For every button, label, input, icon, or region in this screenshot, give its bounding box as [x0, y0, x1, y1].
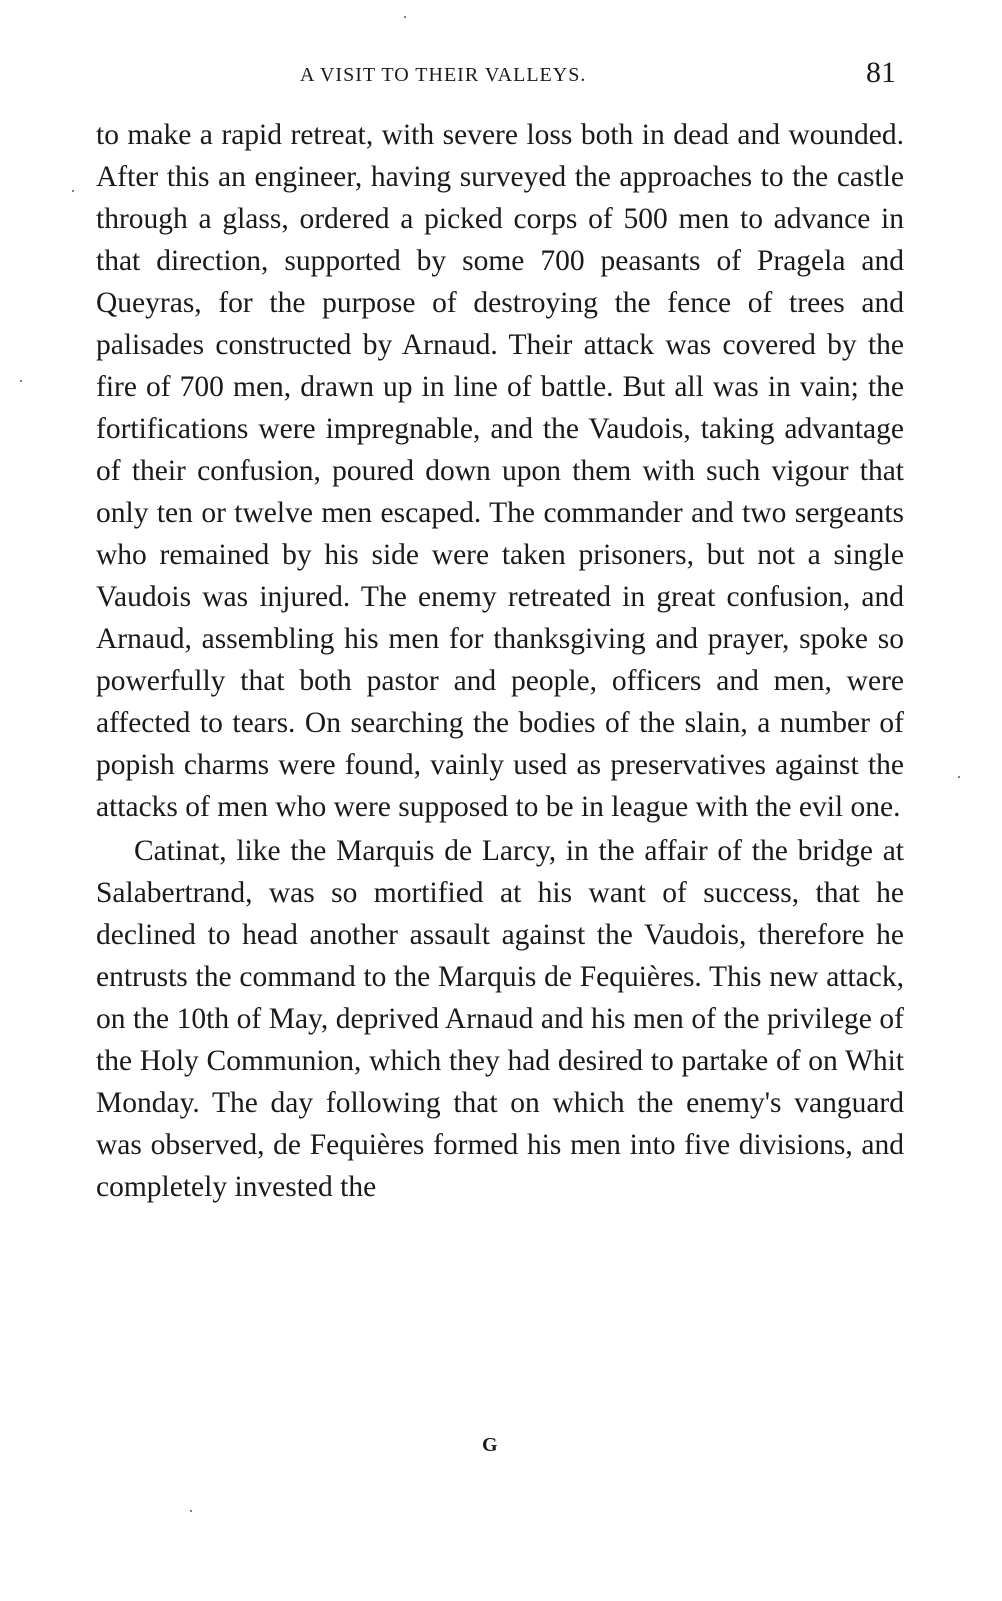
paragraph-continued: to make a rapid retreat, with severe loss both in dead and wounded. After this an engineer, having surveyed the approaches to the castle through a glass, ordered a picked corps of 500 men to advance in that direction, supported by some 700 peasants of Pragela and Queyras, for the purpose of destroying the fence of trees and palisades constructed by Arnaud. Their attack was covered by the fire of 700 men, drawn up in line of battle. But all was in vain; the fortifications were impregnable, and the Vaudois, taking advantage of their confusion, poured down upon them with such vigour that only ten or twelve men escaped. The commander and two sergeants who remained by his side were taken prisoners, but not a single Vaudois was injured. The enemy retreated in great confusion, and Arnaud, assembling his men for thanksgiving and prayer, spoke so powerfully that both pastor and people, officers and men, were affected to tears. On searching the bodies of the slain, a number of popish charms were found, vainly used as preservatives against the attacks of men who were supposed to be in league with the evil one. [96, 119, 904, 823]
paper-speck [958, 776, 960, 778]
paragraph: Catinat, like the Marquis de Larcy, in the affair of the bridge at Salabertrand, was so mortified at his want of success, that he declined to head another assault against the Vaudois, therefore he entrusts the command to the Marquis de Fequières. This new attack, on the 10th of May, deprived Arnaud and his men of the privilege of the Holy Communion, which they had desired to partake of on Whit Monday. The day following that on which the enemy's vanguard was observed, de Fequières formed his men into five divisions, and completely invested the [96, 835, 904, 1203]
running-title: A VISIT TO THEIR VALLEYS. [300, 64, 587, 86]
signature-mark: G [482, 1434, 498, 1456]
paper-speck [20, 380, 22, 382]
paper-speck [404, 16, 406, 18]
paper-speck [190, 1510, 192, 1512]
page-number: 81 [866, 56, 896, 89]
paper-speck [72, 190, 74, 192]
body-text [96, 114, 904, 1208]
